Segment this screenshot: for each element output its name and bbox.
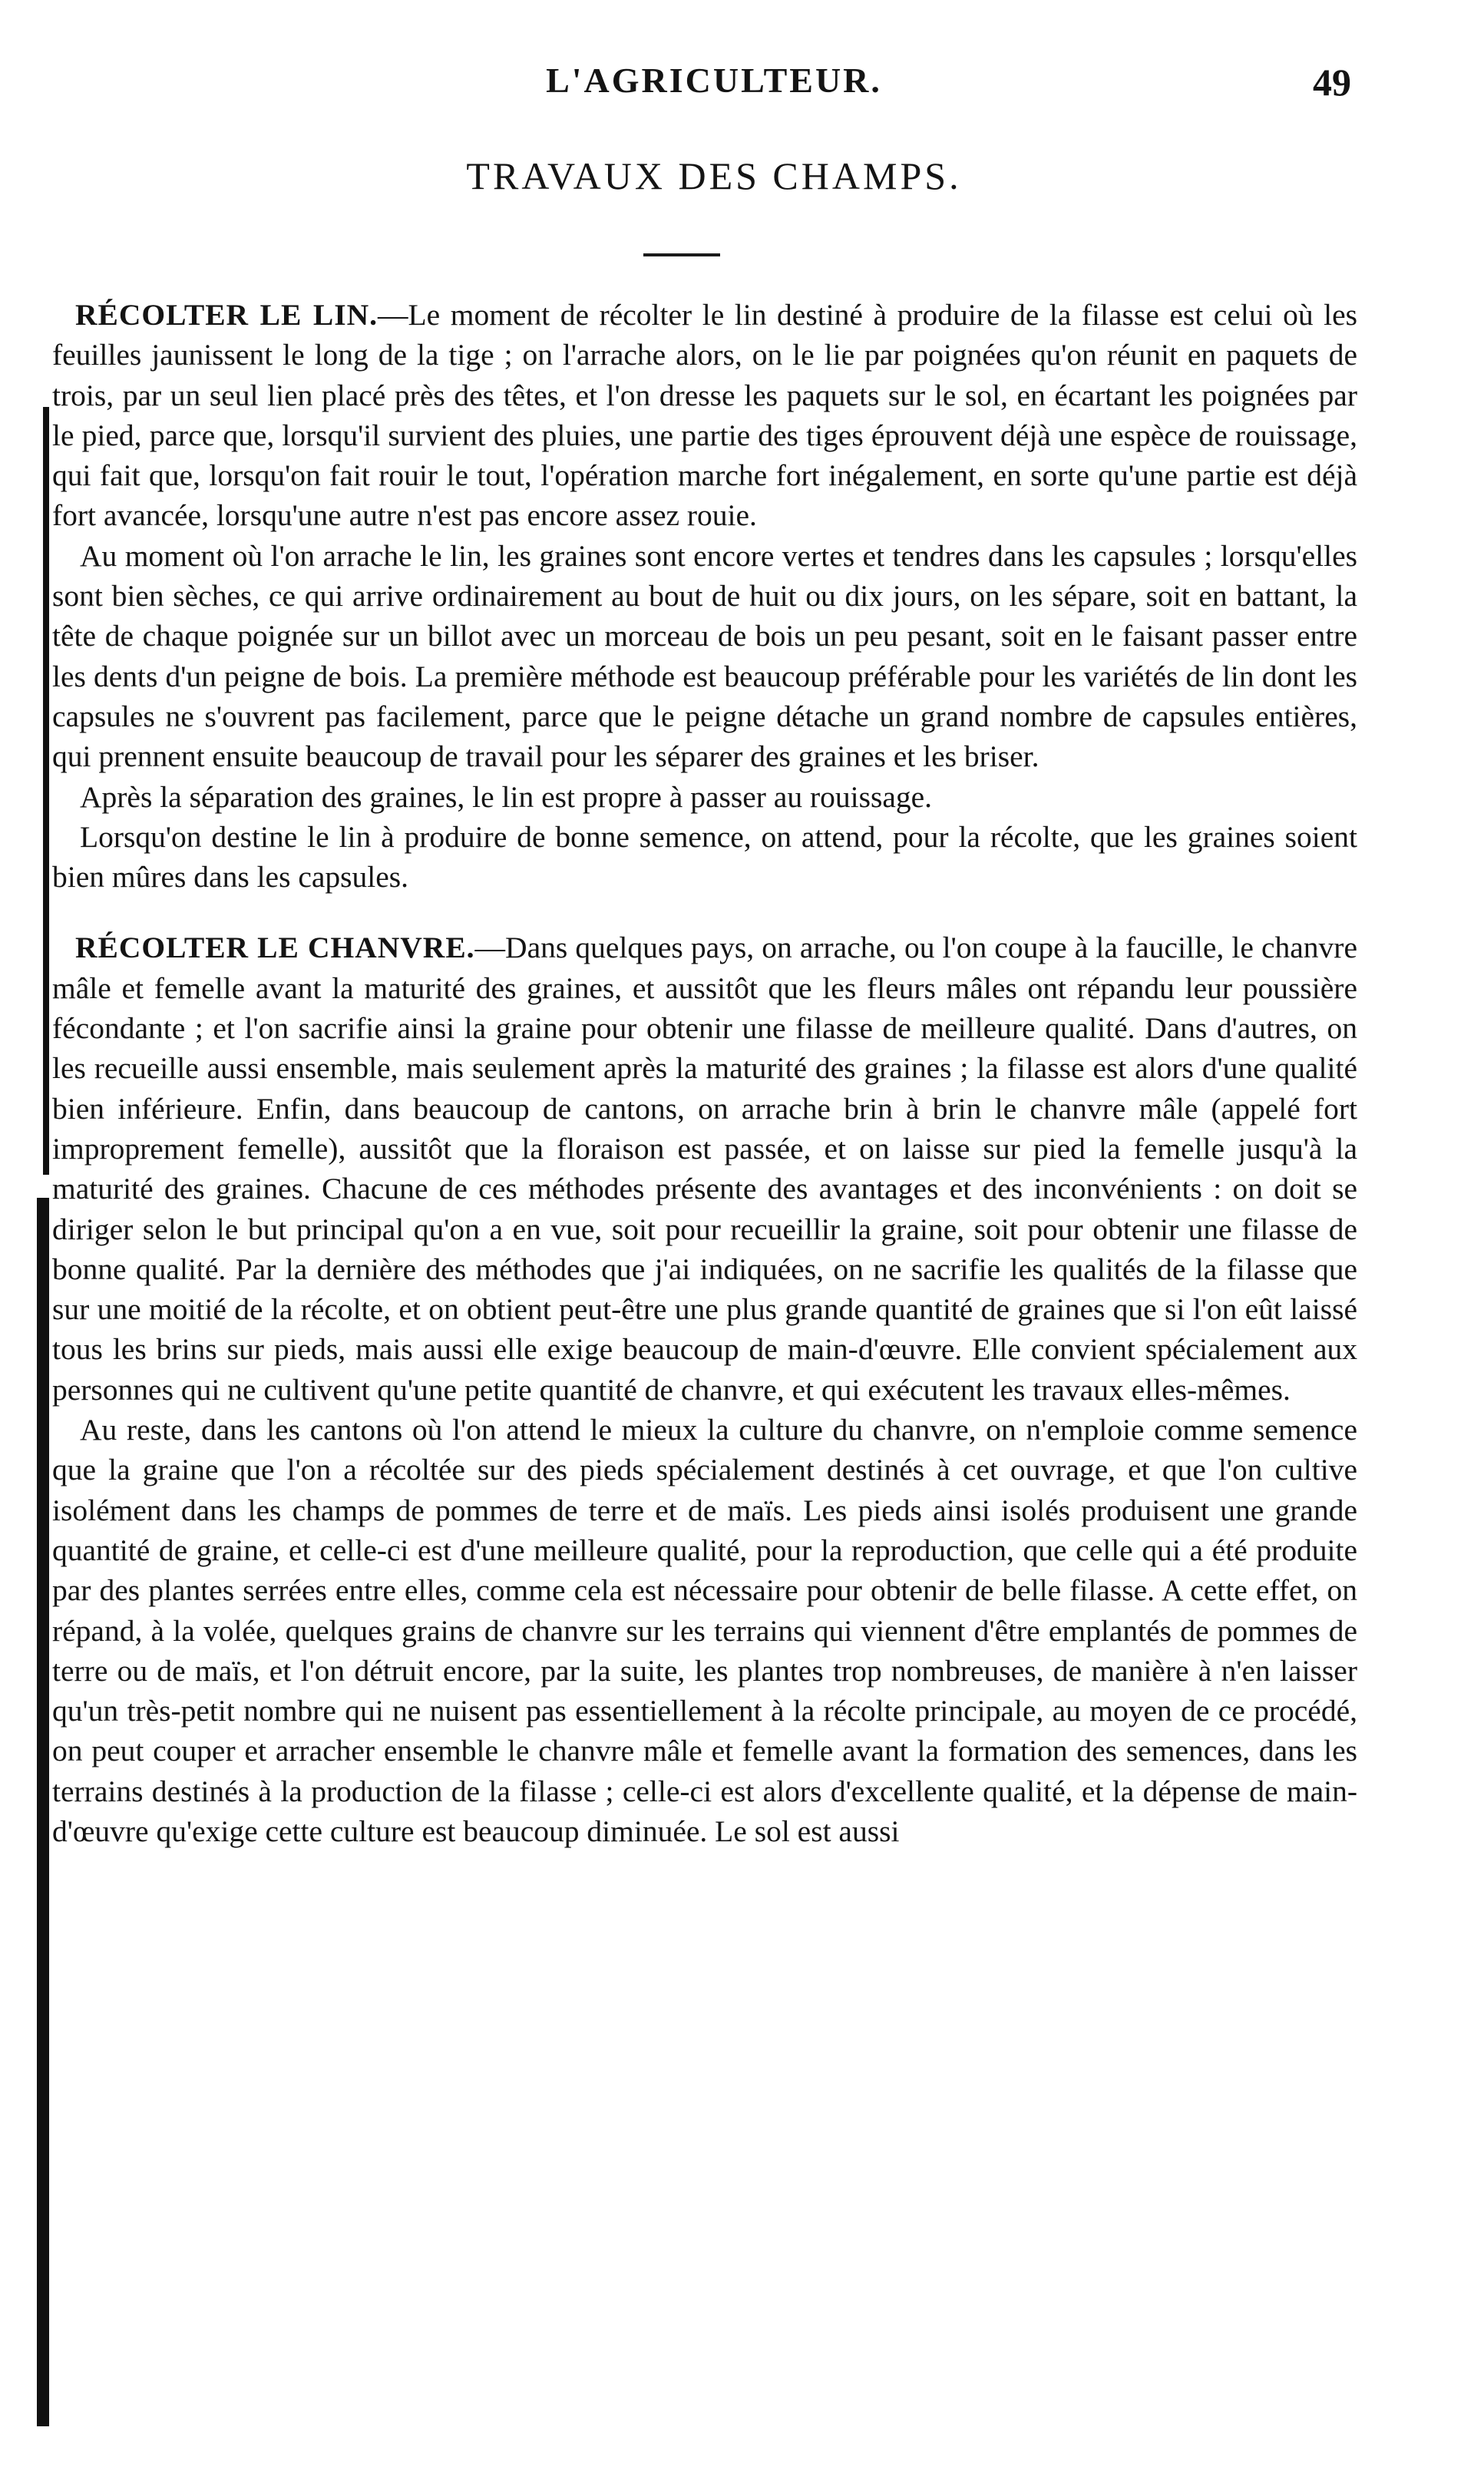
binding-shadow: [37, 1198, 49, 2426]
paragraph-chanvre-harvest: [52, 928, 1357, 1410]
section-title: TRAVAUX DES CHAMPS.: [466, 154, 962, 197]
paragraph-lead: RÉCOLTER LE CHANVRE.: [75, 931, 475, 965]
paragraph-lead: RÉCOLTER LE LIN.: [75, 298, 378, 332]
paragraph-lin-retting: Après la séparation des graines, le lin est propre à passer au rouissage.: [80, 779, 933, 814]
title-rule: [643, 253, 720, 256]
running-head: [54, 60, 1374, 114]
text-body: [52, 295, 1357, 1851]
running-title: L'AGRICULTEUR.: [546, 61, 882, 100]
paragraph-text: —Dans quelques pays, on arrache, ou l'on coupe à la faucille, le chanvre mâle et femelle avant la maturité des graines, et aussitôt que les fleurs mâles ont répandu leur poussière fécondante ; et l'on sacrifie ainsi la graine pour obtenir une filasse de meilleure qualité. Dans d'autres, on les recueille aussi ensemble, mais seulement après la maturité des graines ; la filasse est alors d'une qualité bien inférieure. Enfin, dans beaucoup de cantons, on arrache brin à brin le chanvre mâle (appelé fort improprement femelle), aussitôt que la floraison est passée, et on laisse sur pied la femelle jusqu'à la maturité des graines. Chacune de ces méthodes présente des avantages et des inconvénients : on doit se diriger selon le but principal qu'on a en vue, soit pour recueillir la graine, soit pour obtenir une filasse de bonne qualité. Par la dernière des méthodes que j'ai indiquées, on ne sacrifie les qualités de la filasse que sur une moitié de la récolte, et on obtient peut-être une plus grande quantité de graines que si l'on eût laissé tous les brins sur pieds, mais aussi elle exige beaucoup de main-d'œuvre. Elle convient spécialement aux personnes qui ne cultivent qu'une petite quantité de chanvre, et qui exécutent les travaux elles-mêmes.: [52, 931, 1357, 1407]
binding-shadow: [43, 407, 49, 1175]
page-number: 49: [1313, 61, 1351, 104]
paragraph-text: —Le moment de récolter le lin destiné à produire de la filasse est celui où les feuilles jaunissent le long de la tige ; on l'arrache alors, on le lie par poignées qu'on réunit en paquets de trois, par un seul lien placé près des têtes, et l'on dresse les paquets sur le sol, en écartant les poignées par le pied, parce que, lorsqu'il survient des pluies, une partie des tiges éprouvent déjà une espèce de rouissage, qui fait que, lorsqu'on fait rouir le tout, l'opération marche fort inégalement, en sorte qu'une partie est déjà fort avancée, lorsqu'une autre n'est pas encore assez rouie.: [52, 298, 1358, 533]
paragraph-lin-seeds: Au moment où l'on arrache le lin, les graines sont encore vertes et tendres dans les capsules ; lorsqu'elles sont bien sèches, ce qui arrive ordinairement au bout de huit ou dix jours, on les sépare, soit en battant, la tête de chaque poignée sur un billot avec un morceau de bois un peu pesant, soit en le faisant passer entre les dents d'un peigne de bois. La première méthode est beaucoup préférable pour les variétés de lin dont les capsules ne s'ouvrent pas facilement, parce que le peigne détache un grand nombre de capsules entières, qui prennent ensuite beaucoup de travail pour les séparer des graines et les briser.: [52, 538, 1357, 774]
paragraph-lin-seed-crop: Lorsqu'on destine le lin à produire de bonne semence, on attend, pour la récolte, que les graines soient bien mûres dans les capsules.: [52, 819, 1357, 895]
paragraph-lin-harvest: [52, 295, 1357, 536]
paragraph-chanvre-seed-culture: Au reste, dans les cantons où l'on attend le mieux la culture du chanvre, on n'emploie comme semence que la graine que l'on a récoltée sur des pieds spécialement destinés à cet ouvrage, et que l'on cultive isolément dans les champs de pommes de terre et de maïs. Les pieds ainsi isolés produisent une grande quantité de graine, et celle-ci est d'une meilleure qualité, pour la reproduction, que celle qui a été produite par des plantes serrées entre elles, comme cela est nécessaire pour obtenir de belle filasse. A cette effet, on répand, à la volée, quelques grains de chanvre sur les terrains qui viennent d'être emplantés de pommes de terre ou de maïs, et l'on détruit encore, par la suite, les plantes trop nombreuses, de manière à n'en laisser qu'un très-petit nombre qui ne nuisent pas essentiellement à la récolte principale, au moyen de ce procédé, on peut couper et arracher ensemble le chanvre mâle et femelle avant la formation des semences, dans les terrains destinés à la production de la filasse ; celle-ci est alors d'excellente qualité, et la dépense de main-d'œuvre qu'exige cette culture est beaucoup diminuée. Le sol est aussi: [52, 1413, 1357, 1848]
